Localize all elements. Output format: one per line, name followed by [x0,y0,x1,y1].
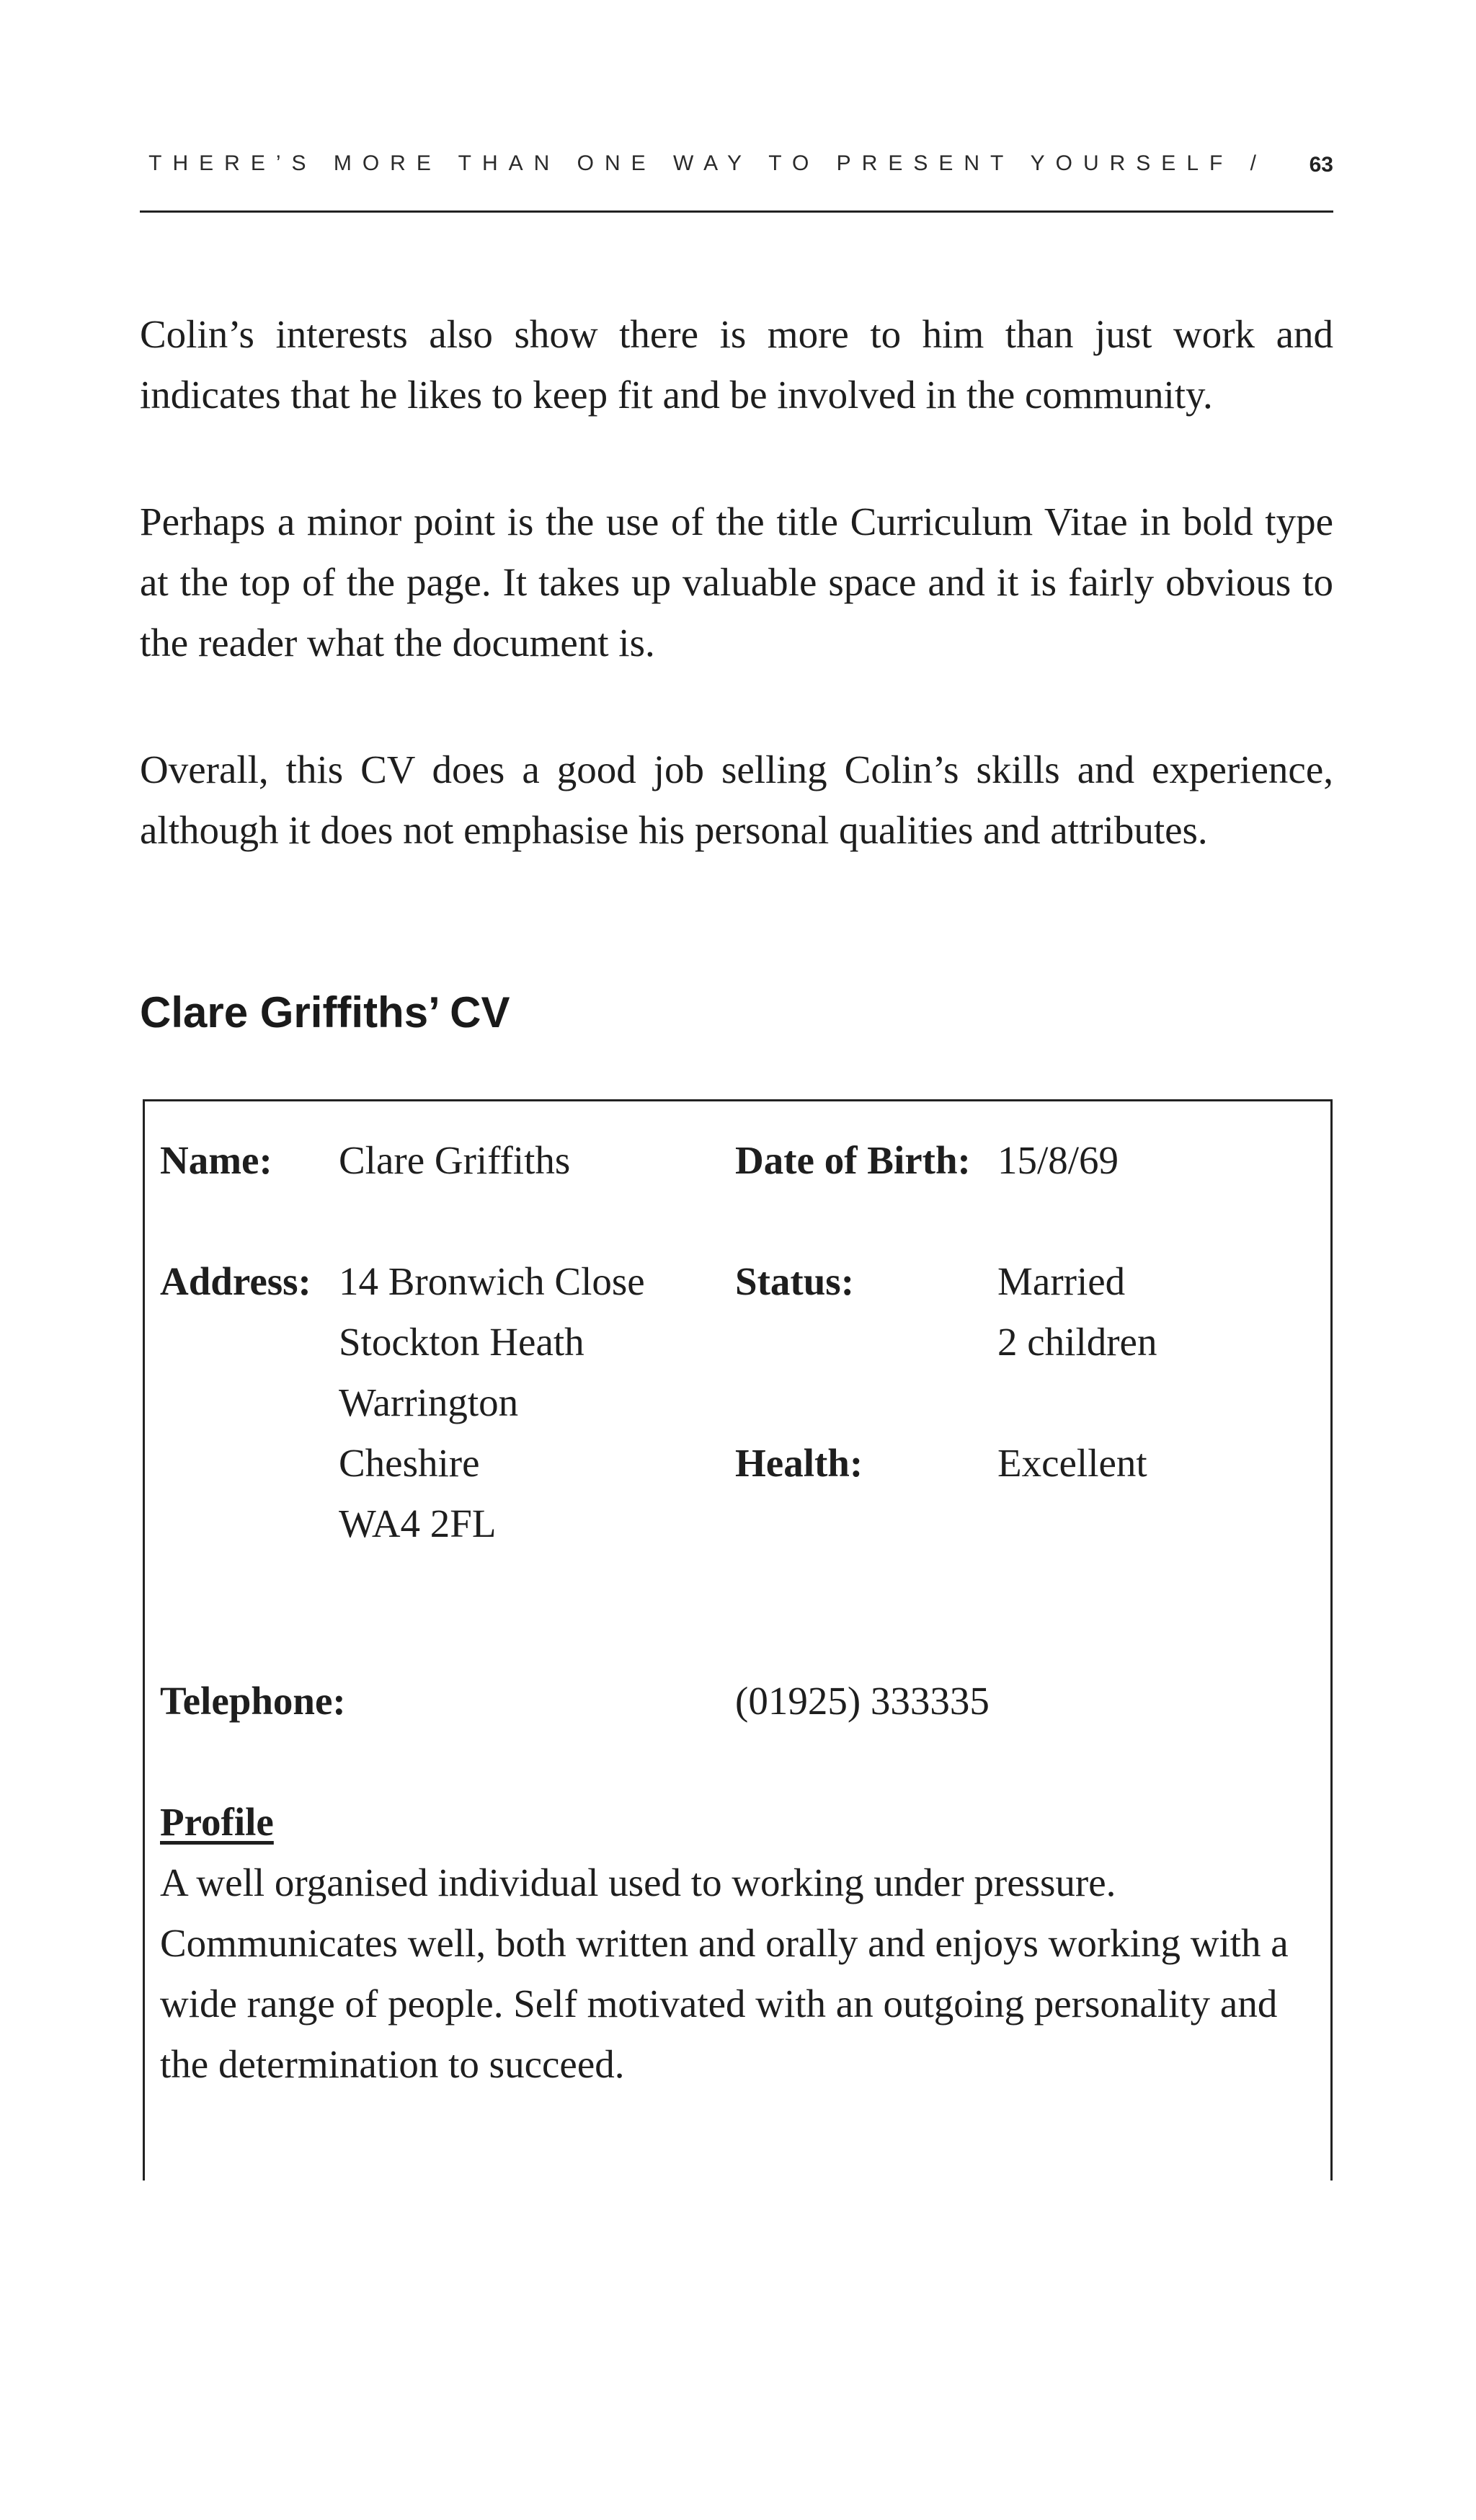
cv-status-block [997,1251,1157,1372]
cv-profile-text: A well organised individual used to working under pressure. Communicates well, both written and orally and enjoys working with a wide range of people. Self motivated with an outgoing personality and the determination to succeed. [160,1860,1289,2086]
cv-name-label: Name: [160,1138,272,1182]
cv-address-line: Stockton Heath [339,1320,584,1364]
body-paragraph-3: Overall, this CV does a good job selling Colin’s skills and experience, although it does not emphasise his personal qualities and attributes. [140,747,1333,852]
body-paragraph-2: Perhaps a minor point is the use of the title Curriculum Vitae in bold type at the top of the page. It takes up valuable space and it is fairly obvious to the reader what the document is. [140,500,1333,665]
cv-status-label: Status: [735,1259,855,1303]
cv-health-label: Health: [735,1441,863,1485]
section-title: Clare Griffiths’ CV [140,988,510,1037]
cv-address-line: Warrington [339,1380,519,1424]
cv-status-line: 2 children [997,1320,1157,1364]
cv-name-value: Clare Griffiths [339,1138,571,1182]
cv-telephone-value: (01925) 333335 [735,1679,990,1723]
cv-dob-label: Date of Birth: [735,1138,971,1182]
body-paragraph-1: Colin’s interests also show there is more to him than just work and indicates that he likes to keep fit and be involved in the community. [140,312,1333,417]
running-title: THERE’S MORE THAN ONE WAY TO PRESENT YOURSELF / [148,151,1267,175]
running-header [140,151,1333,213]
page-number: 63 [1309,153,1333,177]
cv-health-value: Excellent [997,1441,1147,1485]
cv-address-line: 14 Bronwich Close [339,1259,645,1303]
cv-telephone-label: Telephone: [160,1679,346,1723]
cv-status-line: Married [997,1259,1126,1303]
cv-dob-value: 15/8/69 [997,1138,1119,1182]
cv-profile-heading: Profile [160,1800,274,1844]
cv-address-label: Address: [160,1259,311,1303]
cv-address-line: WA4 2FL [339,1501,497,1545]
cv-address-line: Cheshire [339,1441,480,1485]
cv-address-block [339,1251,645,1554]
